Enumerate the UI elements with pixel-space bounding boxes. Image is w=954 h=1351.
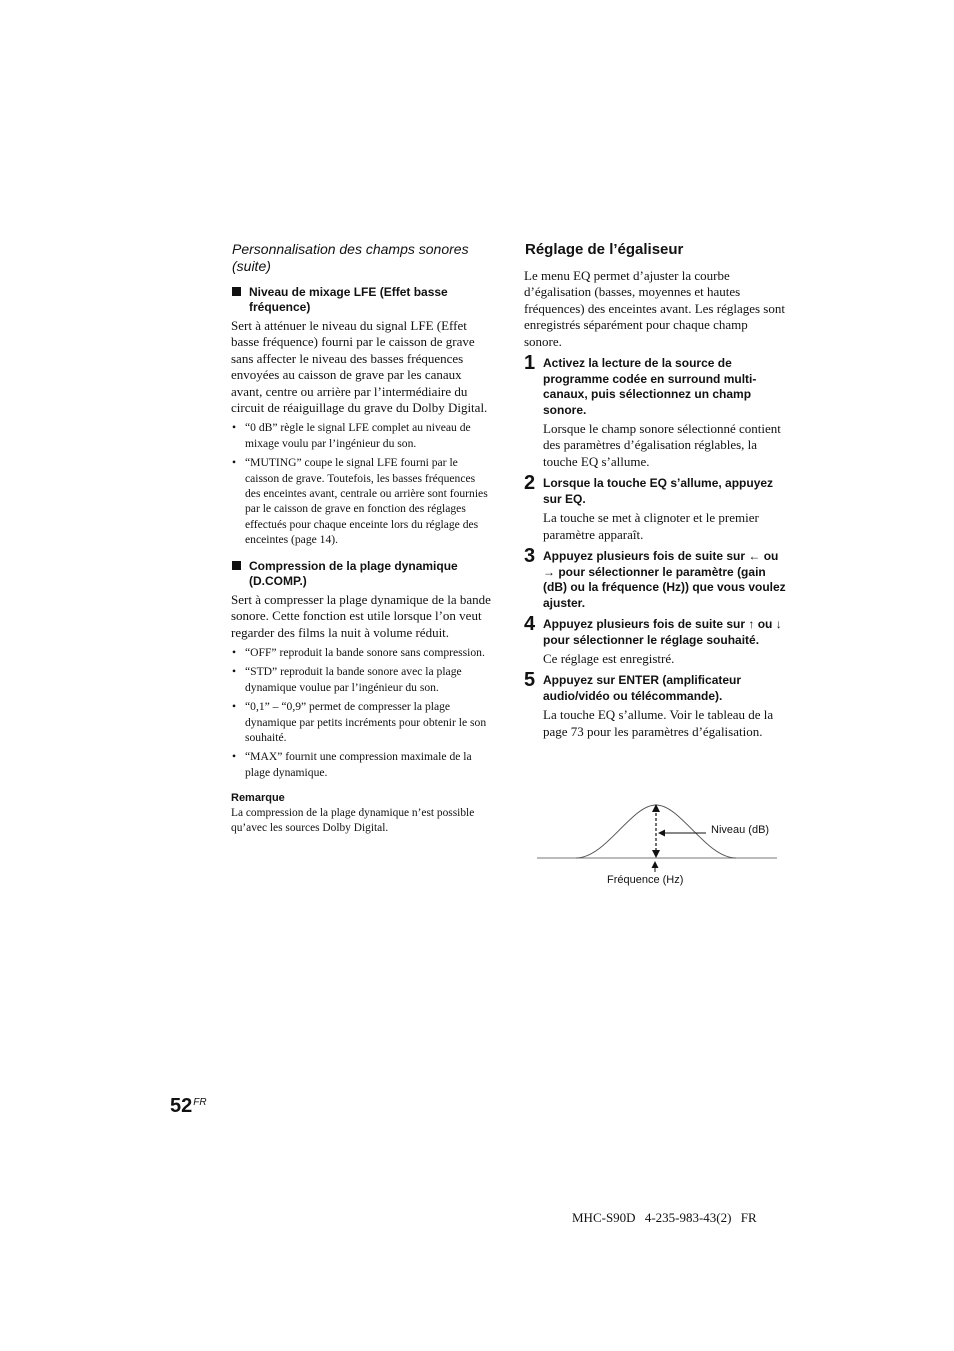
freq-label: Fréquence (Hz) xyxy=(607,874,684,886)
step-heading: Appuyez sur ENTER (amplificateur audio/vidéo ou télécommande). xyxy=(543,673,742,703)
step-5 xyxy=(524,669,788,740)
eq-curve-diagram xyxy=(536,800,781,892)
square-bullet-icon xyxy=(232,287,241,296)
list-item: • “0 dB” règle le signal LFE complet au niveau de mixage voulu par l’ingénieur du son. xyxy=(232,421,471,450)
page-suffix: FR xyxy=(193,1097,207,1108)
intro-text: Le menu EQ permet d’ajuster la courbe d’égalisation (basses, moyennes et hautes fréquences) des enceintes avant. Les réglages sont enregistrés séparément pour chaque champ sonore. xyxy=(524,268,785,349)
dcomp-heading xyxy=(231,559,493,589)
note-heading: Remarque xyxy=(231,792,285,805)
step-text: La touche EQ s’allume. Voir le tableau de la page 73 pour les paramètres d’égalisation. xyxy=(543,707,774,739)
step-heading: Activez la lecture de la source de programme codée en surround multi-canaux, puis sélectionnez un champ sonore. xyxy=(543,356,757,417)
lfe-bullets xyxy=(231,420,493,547)
lfe-heading xyxy=(231,285,493,315)
page-title: Réglage de l’égaliseur xyxy=(525,241,684,258)
dcomp-bullets xyxy=(231,645,493,780)
page-number: $52^{FR}$ xyxy=(170,1095,207,1117)
dcomp-body: Sert à compresser la plage dynamique de la bande sonore. Cette fonction est utile lorsque l’on veut regarder des films la nuit à volume réduit. xyxy=(231,591,491,640)
level-label: Niveau (dB) xyxy=(711,824,770,836)
step-text: La touche se met à clignoter et le premier paramètre apparaît. xyxy=(543,510,759,542)
arrow-down-icon xyxy=(652,850,660,858)
step-number: 1 xyxy=(524,352,536,375)
step-number: 5 xyxy=(524,669,536,692)
list-item: • “0,1” – “0,9” permet de compresser la plage dynamique par petits incréments pour obtenir le son souhaité. xyxy=(232,700,487,744)
lfe-body: Sert à atténuer le niveau du signal LFE (Effet basse fréquence) fourni par le caisson de grave sans affecter le niveau des basses fréquences envoyées au caisson de grave par les canaux avant, centre ou arrière par l’intermédiaire du circuit de réaiguillage du grave du Dolby Digital. xyxy=(231,318,488,416)
left-column xyxy=(231,241,493,835)
step-heading: Lorsque la touche EQ s’allume, appuyez sur EQ. xyxy=(543,476,774,506)
section-title: Personnalisation des champs sonores (suite) xyxy=(232,241,469,274)
step-4 xyxy=(524,613,788,667)
square-bullet-icon xyxy=(232,561,241,570)
step-heading: Appuyez plusieurs fois de suite sur ← ou → pour sélectionner le paramètre (gain (dB) ou la fréquence (Hz)) que vous voulez ajuster. xyxy=(543,549,786,610)
list-item: • “STD” reproduit la bande sonore avec la plage dynamique voulue par l’ingénieur du son. xyxy=(232,665,462,694)
step-text: Lorsque le champ sonore sélectionné contient des paramètres d’égalisation réglables, la touche EQ s’allume. xyxy=(543,421,781,469)
step-heading: Appuyez plusieurs fois de suite sur ↑ ou ↓ pour sélectionner le réglage souhaité. xyxy=(543,617,782,647)
note-text: La compression de la plage dynamique n’est possible qu’avec les sources Dolby Digital. xyxy=(231,807,475,834)
lfe-heading-text: Niveau de mixage LFE (Effet basse fréquence) xyxy=(249,285,448,314)
step-3 xyxy=(524,545,788,611)
step-number: 4 xyxy=(524,613,536,636)
dcomp-heading-text: Compression de la plage dynamique (D.COMP.) xyxy=(249,558,458,588)
step-number: 3 xyxy=(524,545,536,568)
right-column xyxy=(524,241,788,746)
step-2 xyxy=(524,472,788,543)
list-item: • “MUTING” coupe le signal LFE fourni par le caisson de grave. Toutefois, les basses fréquences des enceintes avant, centrale ou arrière sont fournies par le caisson de grave en fonction des réglages effectués pour chaque enceinte lors du réglage des enceintes (page 14). xyxy=(232,456,488,547)
list-item: • “MAX” fournit une compression maximale de la plage dynamique. xyxy=(232,750,472,779)
document-code: MHC-S90D 4-235-983-43(2) FR xyxy=(572,1210,757,1225)
list-item: • “OFF” reproduit la bande sonore sans compression. xyxy=(232,645,485,659)
step-1 xyxy=(524,352,788,470)
step-text: Ce réglage est enregistré. xyxy=(543,651,675,667)
step-number: 2 xyxy=(524,472,536,495)
